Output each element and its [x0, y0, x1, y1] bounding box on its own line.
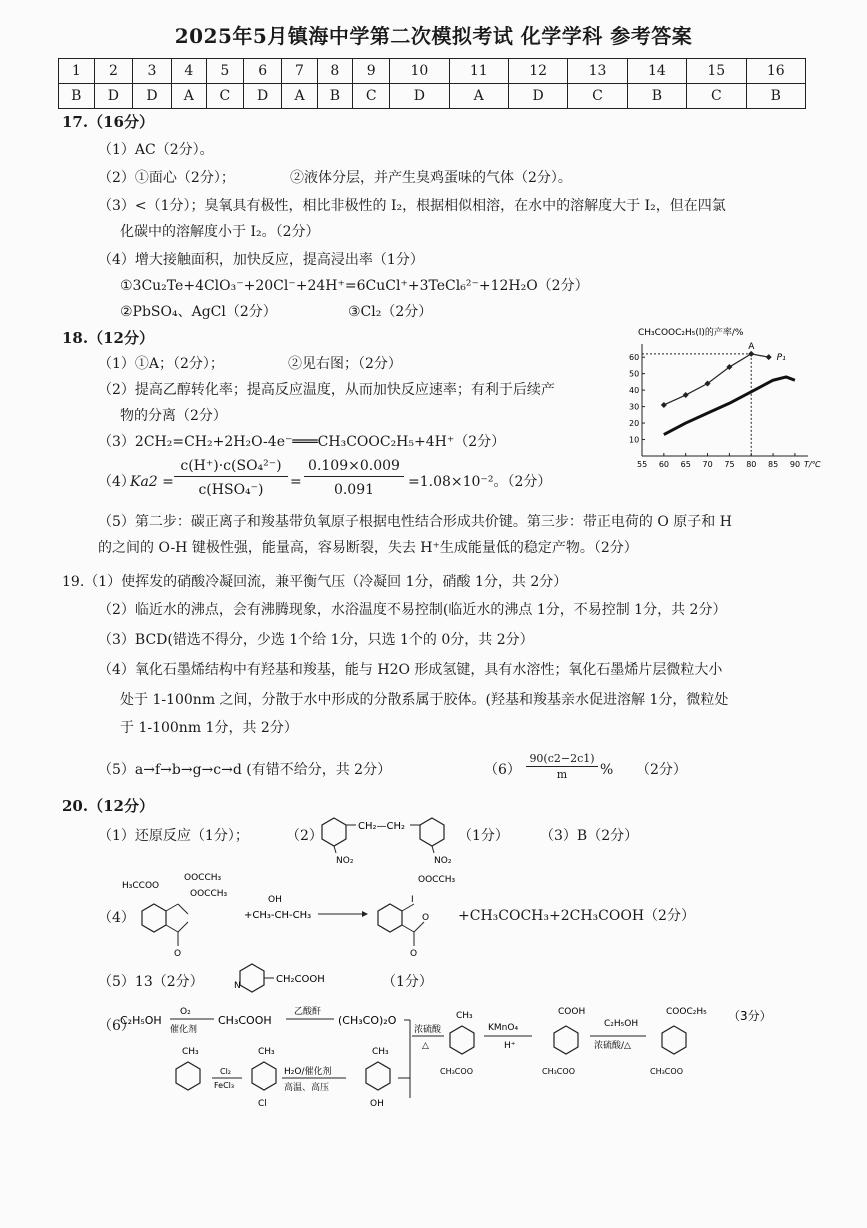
answer-letter-cell: A — [449, 84, 508, 109]
answer-letter-cell: B — [627, 84, 686, 109]
chart-series-p1-point — [683, 392, 689, 398]
chart-title: CH₃COOC₂H₅(l)的产率/% — [638, 328, 744, 338]
answer-table-numbers — [59, 59, 806, 84]
q17-part4c: ③Cl₂（2分） — [348, 304, 433, 320]
route-kmno4: KMnO₄ — [488, 1023, 519, 1033]
q18-part2a: （2）提高乙醇转化率；提高反应温度，从而加快反应速率；有利于后续产 — [98, 382, 555, 398]
q19-part4b: 处于 1-100nm 之间，分散于水中形成的分散系属于胶体。(羟基和羧基亲水促进溶解 1分，微粒处 — [120, 692, 729, 708]
q17-part4: （4）增大接触面积，加快反应，提高浸出率（1分） — [98, 252, 424, 268]
q19-part2: （2）临近水的沸点，会有沸腾现象，水浴温度不易控制(临近水的沸点 1分，不易控制 1分，共 2分） — [98, 602, 727, 618]
route-cresol-oh: OH — [370, 1099, 384, 1109]
chart-y-tick-label: 20 — [629, 419, 640, 429]
route-catalyst: 催化剂 — [170, 1025, 198, 1035]
q20-part5-structure — [232, 958, 392, 1002]
route-acid-ch3coo: CH₃COO — [542, 1067, 575, 1076]
q20-part5: （5）13（2分） — [98, 974, 204, 990]
q18-header: 18.（12分） — [62, 329, 154, 347]
q18-part2b: 物的分离（2分） — [120, 408, 227, 424]
route-acetic-acid: CH₃COOH — [218, 1014, 272, 1027]
answer-letter-cell: D — [94, 84, 133, 109]
q19-part6-label: （6） — [484, 762, 521, 778]
product-carbonyl-o: O — [410, 949, 418, 959]
route-toluene-ch3: CH₃ — [182, 1047, 199, 1057]
q20-part2-no2-left: NO₂ — [336, 856, 354, 866]
isopropanol-oh: OH — [268, 895, 282, 905]
route-ester-ch3: CH₃ — [456, 1011, 473, 1021]
answer-letter-cell: C — [353, 84, 390, 109]
q20-part2-label: （2） — [286, 828, 323, 844]
route-cl2: Cl₂ — [220, 1067, 232, 1076]
q18-part4-label: （4） — [98, 474, 135, 490]
chart-x-tick-label: 75 — [724, 460, 735, 469]
answer-number-cell: 1 — [59, 59, 95, 84]
q19-part6-unit: % — [600, 762, 614, 778]
answer-letter-cell: B — [746, 84, 806, 109]
q20-part4-tail: +CH₃COCH₃+2CH₃COOH（2分） — [458, 908, 695, 924]
answer-number-cell: 2 — [94, 59, 133, 84]
chart-x-tick-label: 80 — [746, 460, 757, 469]
route-score: （3分） — [728, 1009, 772, 1023]
chart-x-tick-label: 85 — [768, 460, 779, 469]
q18-ka2-denominator: c(HSO₄⁻) — [198, 482, 264, 498]
route-ethanol: C₂H₅OH — [120, 1014, 162, 1027]
route-hydrolysis-cond: H₂O/催化剂 — [284, 1067, 332, 1077]
reactant-acetoxy-1: H₃CCOO — [122, 881, 160, 891]
q20-part6-route — [118, 1002, 828, 1122]
q18-ka2-numerator: c(H⁺)·c(SO₄²⁻) — [174, 456, 288, 477]
chart-series-p1-point — [766, 354, 772, 360]
answer-letter-cell: C — [206, 84, 243, 109]
answer-number-cell: 9 — [353, 59, 390, 84]
product-ring-o: O — [422, 913, 430, 923]
route-cresol-ch3: CH₃ — [372, 1047, 389, 1057]
route-c2h5oh: C₂H₅OH — [604, 1019, 639, 1029]
reactant-acetoxy-2: OOCCH₃ — [184, 873, 222, 883]
q20-part2-no2-right: NO₂ — [434, 856, 452, 866]
answer-number-cell: 6 — [243, 59, 282, 84]
yield-chart — [612, 322, 822, 474]
q17-header: 17.（16分） — [62, 113, 154, 131]
route-hplus: H⁺ — [504, 1041, 516, 1051]
route-fecl3: FeCl₃ — [214, 1081, 235, 1090]
q19-part5: （5）a→f→b→g→c→d (有错不给分，共 2分） — [98, 762, 392, 778]
q17-part3a: （3）<（1分）；臭氧具有极性，相比非极性的 I₂，根据相似相溶，在水中的溶解度大于 I₂，但在四氯 — [98, 198, 726, 214]
answer-number-cell: 4 — [171, 59, 206, 84]
answer-number-cell: 3 — [133, 59, 172, 84]
q20-part4-label: （4） — [98, 910, 135, 926]
route-h2so4: 浓硫酸 — [414, 1025, 442, 1035]
chart-x-tick-label: 60 — [658, 460, 670, 469]
q19-part6-denominator: m — [556, 768, 568, 781]
chart-annotation-a: A — [748, 341, 755, 352]
pyridine-substituent: CH₂COOH — [276, 974, 325, 985]
q18-equals: = — [290, 474, 302, 490]
route-chlorotoluene-ch3: CH₃ — [258, 1047, 275, 1057]
q19-part4a: （4）氧化石墨烯结构中有羟基和羧基，能与 H2O 形成氢键，具有水溶性；氧化石墨烯片层微粒大小 — [98, 662, 723, 678]
route-final-ester: COOC₂H₅ — [666, 1007, 707, 1017]
q18-part5a: （5）第二步：碳正离子和羧基带负氧原子根据电性结合形成共价键。第三步：带正电荷的 O 原子和 H — [98, 514, 732, 530]
q19-part6-numerator: 90(c2−2c1) — [526, 752, 598, 767]
answer-letter-cell: D — [133, 84, 172, 109]
q17-part4b: ②PbSO₄、AgCl（2分） — [120, 304, 277, 320]
answer-letter-cell: D — [390, 84, 449, 109]
q19-part3: （3）BCD(错选不得分，少选 1个给 1分，只选 1个的 0分，共 2分） — [98, 632, 534, 648]
isopropanol: +CH₃-CH-CH₃ — [244, 910, 312, 921]
chart-series-2-line — [664, 377, 795, 435]
product-acetoxy: OOCCH₃ — [418, 875, 456, 885]
pyridine-n: N — [234, 981, 241, 991]
q20-header: 20.（12分） — [62, 797, 154, 815]
q17-part4-equation: ①3Cu₂Te+4ClO₃⁻+20Cl⁻+24H⁺=6CuCl⁺+3TeCl₆²⁻+12H₂O（2分） — [120, 278, 589, 294]
answer-number-cell: 7 — [282, 59, 317, 84]
answer-letter-cell: D — [243, 84, 282, 109]
q20-part5-score: （1分） — [382, 974, 433, 990]
q20-part2-structure — [314, 808, 464, 870]
q20-part3: （3）B（2分） — [540, 828, 639, 844]
q20-part4-reaction — [118, 868, 456, 960]
q17-part2a: （2）①面心（2分）； — [98, 170, 235, 186]
route-o2: O₂ — [180, 1007, 191, 1017]
q18-part5b: 的之间的 O-H 键极性强，能量高，容易断裂，失去 H⁺生成能量低的稳定产物。（2分） — [98, 540, 638, 556]
q19-part4c: 于 1-100nm 1分，共 2分） — [120, 720, 298, 736]
q20-part1: （1）还原反应（1分）； — [98, 828, 249, 844]
q19-part1: 19.（1）使挥发的硝酸冷凝回流，兼平衡气压（冷凝回 1分，硝酸 1分，共 2分） — [62, 574, 568, 590]
chart-series-p1-line — [664, 354, 769, 405]
answer-letter-cell: C — [568, 84, 627, 109]
route-final-ch3coo: CH₃COO — [650, 1067, 683, 1076]
answer-number-cell: 12 — [508, 59, 567, 84]
chart-x-tick-label: 55 — [637, 460, 648, 469]
answer-number-cell: 11 — [449, 59, 508, 84]
route-h2so4-delta: 浓硫酸/△ — [594, 1041, 631, 1051]
answer-number-cell: 15 — [687, 59, 746, 84]
q18-part1a: （1）①A；（2分）； — [98, 356, 224, 372]
q18-ka2-result: =1.08×10⁻²。（2分） — [408, 474, 552, 490]
answer-number-cell: 5 — [206, 59, 243, 84]
route-chlorotoluene-cl: Cl — [258, 1099, 267, 1109]
page-title: 2025年5月镇海中学第二次模拟考试 化学学科 参考答案 — [174, 24, 693, 48]
route-acid-cooh: COOH — [558, 1007, 586, 1017]
q17-part3b: 化碳中的溶解度小于 I₂。（2分） — [120, 224, 320, 240]
reactant-acetoxy-3: OOCCH₃ — [190, 889, 228, 899]
answer-letter-cell: A — [171, 84, 206, 109]
q17-part1: （1）AC（2分）。 — [98, 142, 214, 158]
chart-y-tick-label: 40 — [629, 386, 640, 396]
reactant-carbonyl-o: O — [174, 949, 182, 959]
answer-table — [58, 58, 806, 109]
q17-part2b: ②液体分层，并产生臭鸡蛋味的气体（2分）。 — [290, 170, 572, 186]
answer-letter-cell: B — [317, 84, 353, 109]
q18-ka2-symbol: Ka2 = — [130, 474, 174, 490]
route-hydrolysis-cond2: 高温、高压 — [284, 1083, 330, 1093]
chart-x-tick-label: 90 — [789, 460, 801, 469]
answer-number-cell: 14 — [627, 59, 686, 84]
route-anhydride: (CH₃CO)₂O — [338, 1014, 397, 1027]
q20-part2-score: （1分） — [458, 828, 509, 844]
answer-number-cell: 10 — [390, 59, 449, 84]
chart-x-axis-label: T/℃ — [804, 460, 821, 469]
answer-number-cell: 13 — [568, 59, 627, 84]
chart-y-tick-label: 30 — [629, 402, 640, 412]
product-iodine: I — [411, 895, 414, 905]
answer-letter-cell: C — [687, 84, 746, 109]
chart-series-p1-point — [661, 402, 667, 408]
answer-letter-cell: A — [282, 84, 317, 109]
chart-x-tick-label: 70 — [702, 460, 713, 469]
answer-table-answers — [59, 84, 806, 109]
answer-letter-cell: B — [59, 84, 95, 109]
q18-value-numerator: 0.109×0.009 — [304, 456, 404, 477]
route-ester-ch3coo: CH₃COO — [440, 1067, 473, 1076]
chart-y-tick-label: 10 — [629, 435, 640, 445]
q18-part3: （3）2CH₂=CH₂+2H₂O-4e⁻═══CH₃COOC₂H₅+4H⁺（2分） — [98, 434, 506, 450]
route-delta: △ — [422, 1041, 429, 1051]
answer-letter-cell: D — [508, 84, 567, 109]
answer-number-cell: 16 — [746, 59, 806, 84]
chart-y-tick-label: 50 — [629, 369, 640, 379]
q18-value-denominator: 0.091 — [333, 482, 375, 498]
chart-x-tick-label: 65 — [680, 460, 691, 469]
route-acetic-anhydride-cond: 乙酸酐 — [294, 1007, 322, 1017]
q18-part1b: ②见右图；（2分） — [288, 356, 402, 372]
chart-series-p1-label: P₁ — [776, 353, 786, 364]
q19-part6-score: （2分） — [636, 762, 687, 778]
chart-y-tick-label: 60 — [629, 353, 640, 363]
q20-part2-chain: CH₂—CH₂ — [358, 821, 406, 832]
q20-part6-label: （6） — [98, 1018, 135, 1034]
answer-number-cell: 8 — [317, 59, 353, 84]
